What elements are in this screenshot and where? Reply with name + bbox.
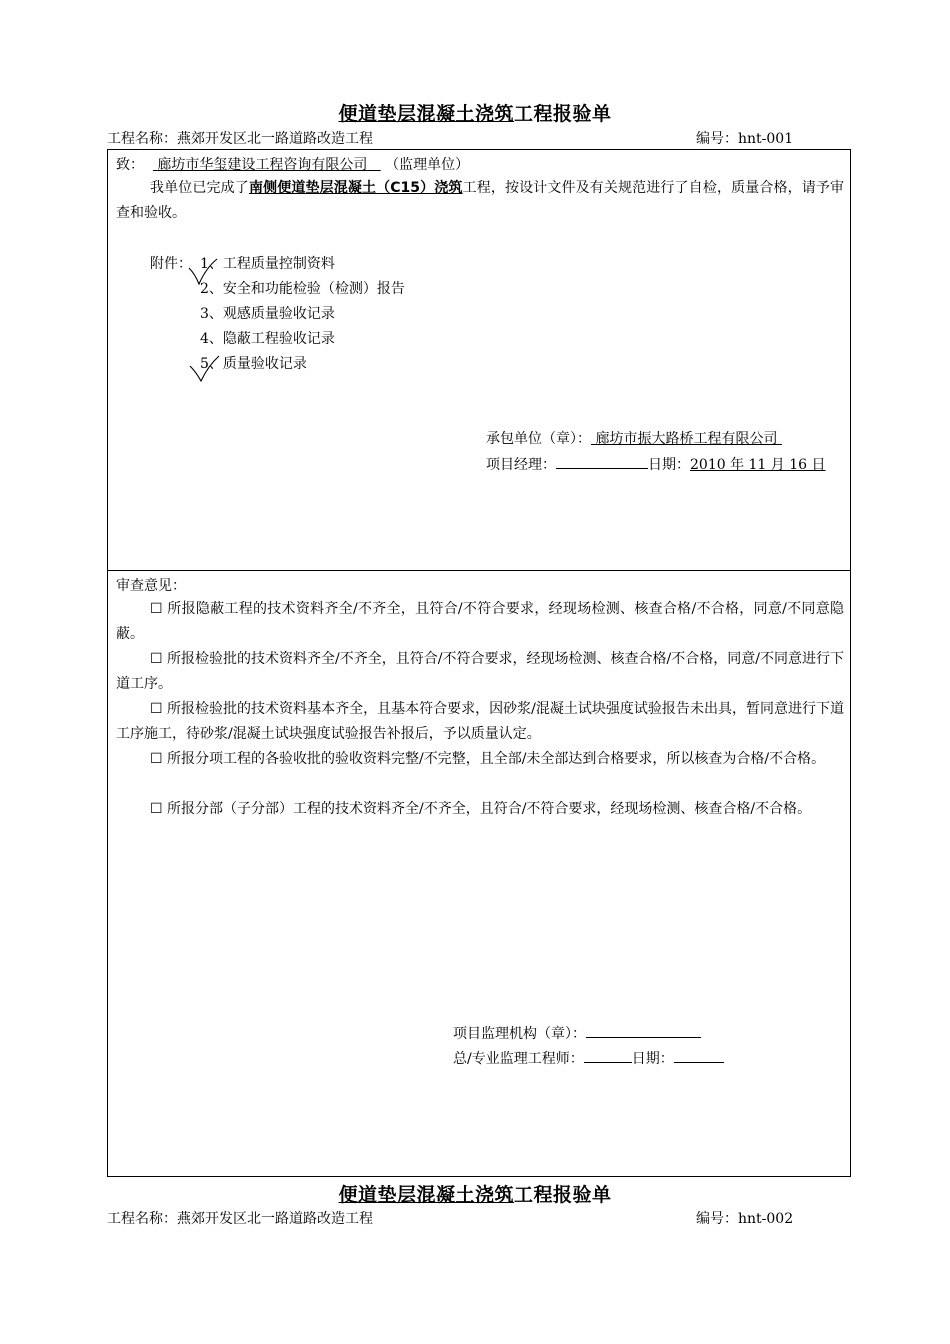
supervision-org-blank — [586, 1022, 701, 1038]
attachment-item: 5、质量验收记录 — [200, 356, 307, 372]
attachment-item: 2、安全和功能检验（检测）报告 — [200, 281, 405, 297]
review-option: ☐ 所报隐蔽工程的技术资料齐全/不齐全，且符合/不符合要求，经现场检测、核查合格/不合格，同意/不同意隐蔽。 — [116, 601, 844, 642]
engineer-date-blank — [674, 1047, 724, 1063]
work-item: 南侧便道垫层混凝土（C15）浇筑 — [248, 180, 463, 196]
project-name-label: 工程名称： — [107, 131, 177, 147]
engineer-signature-blank — [584, 1047, 632, 1063]
manager-date-line — [486, 453, 826, 474]
date-label: 日期： — [648, 457, 690, 473]
engineer-date-line — [453, 1047, 724, 1068]
addressee-role: （监理单位） — [385, 157, 470, 173]
contractor-line — [486, 428, 782, 448]
completion-statement: 我单位已完成了南侧便道垫层混凝土（C15）浇筑工程，按设计文件及有关规范进行了自检，质量合格，请予审查和验收。 — [116, 180, 845, 221]
engineer-date-label: 日期： — [631, 1051, 674, 1067]
engineer-label: 总/专业监理工程师： — [453, 1051, 584, 1067]
date-value: 2010 年 11 月 16 日 — [690, 457, 826, 473]
addressee-label: 致： — [116, 157, 144, 173]
checkmark-icon — [188, 354, 222, 384]
form-title-underlined: 便道垫层混凝土浇筑 — [338, 103, 514, 125]
checkmark-icon — [186, 258, 220, 288]
review-option: ☐ 所报检验批的技术资料基本齐全，且基本符合要求，因砂浆/混凝土试块强度试验报告未出具，暂同意进行下道工序施工，待砂浆/混凝土试块强度试验报告补报后，予以质量认定。 — [116, 701, 844, 742]
form-title — [0, 99, 950, 126]
form-number-line — [696, 128, 793, 148]
form-number: hnt-001 — [738, 131, 794, 147]
contractor-label: 承包单位（章）： — [486, 431, 591, 447]
review-option: ☐ 所报分部（子分部）工程的技术资料齐全/不齐全，且符合/不符合要求，经现场检测、核查合格/不合格。 — [150, 801, 812, 817]
next-form-title: 便道垫层混凝土浇筑工程报验单 — [338, 1184, 612, 1206]
next-project-name-line: 工程名称：燕郊开发区北一路道路改造工程 — [107, 1211, 373, 1227]
form-title-rest: 工程报验单 — [514, 103, 612, 125]
contractor-name: 廊坊市振大路桥工程有限公司 — [595, 431, 778, 447]
supervision-org-line — [453, 1022, 701, 1043]
next-project-name: 燕郊开发区北一路道路改造工程 — [177, 1211, 373, 1227]
project-name-line — [107, 128, 373, 148]
attachment-item: 3、观感质量验收记录 — [200, 306, 335, 322]
attachment-item: 4、隐蔽工程验收记录 — [200, 331, 335, 347]
manager-label: 项目经理： — [486, 457, 556, 473]
project-name: 燕郊开发区北一路道路改造工程 — [177, 131, 373, 147]
review-option: ☐ 所报检验批的技术资料齐全/不齐全，且符合/不符合要求，经现场检测、核查合格/不合格，同意/不同意进行下道工序。 — [116, 651, 844, 692]
review-label: 审查意见： — [116, 578, 186, 594]
manager-signature-blank — [556, 453, 648, 469]
form-number-label: 编号： — [696, 131, 738, 147]
supervision-org-label: 项目监理机构（章）： — [453, 1026, 586, 1042]
addressee-line — [116, 154, 469, 174]
addressee-unit: 廊坊市华玺建设工程咨询有限公司 — [157, 157, 368, 173]
attachments-label: 附件： — [150, 256, 192, 272]
review-option: ☐ 所报分项工程的各验收批的验收资料完整/不完整，且全部/未全部达到合格要求，所以核查为合格/不合格。 — [150, 751, 826, 767]
next-form-number-line: 编号：hnt-002 — [696, 1211, 794, 1227]
next-form-number: hnt-002 — [738, 1211, 794, 1227]
attachment-item: 1、工程质量控制资料 — [200, 256, 335, 272]
